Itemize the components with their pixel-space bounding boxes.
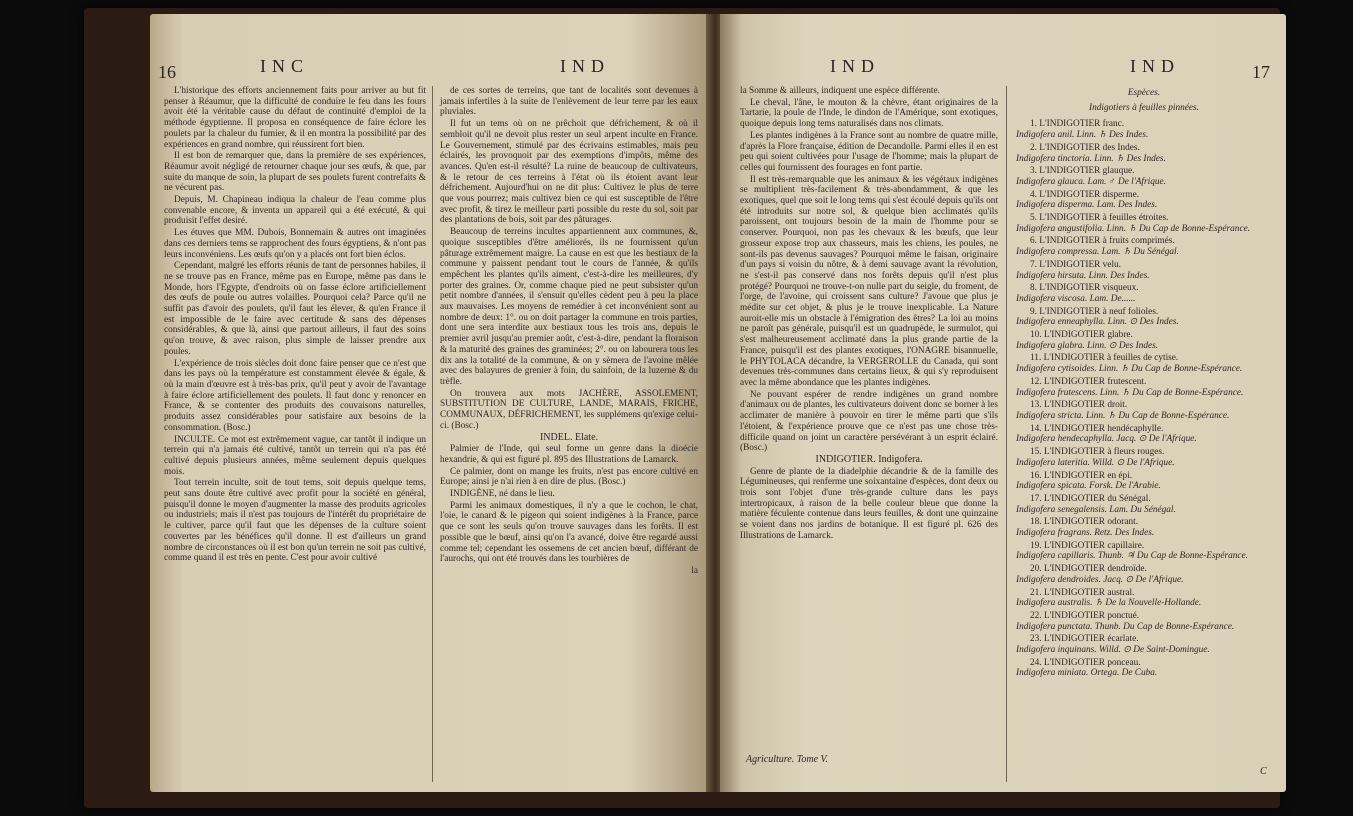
right-column-1 [740, 86, 998, 543]
species-entry: 4. L'INDIGOTIER disperme. [1030, 189, 1140, 200]
species-latin: Indigofera lateritia. Willd. ⊙ De l'Afrique. [1016, 457, 1175, 468]
species-entry: 6. L'INDIGOTIER à fruits comprimés. [1030, 236, 1175, 247]
species-entry: 21. L'INDIGOTIER austral. [1030, 587, 1135, 598]
species-latin: Indigofera angustifolia. Linn. ♄ Du Cap de Bonne-Espérance. [1016, 223, 1251, 234]
article-heading-indel: INDEL. Elate. [539, 431, 599, 443]
species-entry: 2. L'INDIGOTIER des Indes. [1030, 142, 1140, 153]
species-latin: Indigofera senegalensis. Lam. Du Sénégal. [1016, 504, 1176, 515]
species-latin: Indigofera glabra. Linn. ⊙ Des Indes. [1016, 340, 1159, 351]
paragraph: Les plantes indigènes à la France sont au nombre de quatre mille, d'après la Flore française, édition de Decandolle. Parmi elles il en est peu qui soient cultivées pour l'usage de l'homme; mais la plupart de celles qui fournissent des fourages en font partie. [740, 130, 998, 173]
paragraph: de ces sortes de terreins, que tant de localités sont devenues à jamais infertiles à la suite de l'enlèvement de leur terre par les eaux pluviales. [440, 86, 698, 118]
left-column-1 [164, 86, 426, 565]
paragraph: On trouvera aux mots JACHÈRE, ASSOLEMENT, SUBSTITUTION DE CULTURE, LANDE, MARAIS, FRICHE, COMMUNAUX, DÉFRICHEMENT, les supplémens qu'exige celui-ci. (Bosc.) [440, 388, 698, 431]
paragraph: Ce palmier, dont on mange les fruits, n'est pas encore cultivé en Europe; ainsi je n'ai rien à en dire de plus. (Bosc.) [440, 466, 698, 488]
species-entry: 17. L'INDIGOTIER du Sénégal. [1030, 493, 1151, 504]
left-column-2 [440, 86, 698, 578]
paragraph: Palmier de l'Inde, qui seul forme un genre dans la dioécie hexandrie, & qui est figuré pl. 895 des Illustrations de Lamarck. [440, 444, 698, 465]
column-rule [432, 86, 433, 782]
paragraph: Les étuves que MM. Dubois, Bonnemain & autres ont imaginées dans ces derniers tems se rapprochent des fours égyptiens, & n'ont pas leurs inconvéniens. Les œufs qu'on y a placés ont fort bien éclos. [164, 228, 426, 260]
species-latin: Indigofera hirsuta. Linn. Des Indes. [1016, 270, 1150, 281]
species-entry: 10. L'INDIGOTIER glabre. [1030, 330, 1133, 341]
species-entry: 23. L'INDIGOTIER écarlate. [1030, 634, 1139, 645]
running-head-right-a: IND [830, 56, 880, 76]
species-entry: 3. L'INDIGOTIER glauque. [1030, 166, 1135, 177]
species-heading: Espèces. [1127, 88, 1161, 98]
paragraph: Il fut un tems où on ne prêchoit que défrichement, & où il sembloit qu'il ne devoit plus rester un seul arpent inculte en France. Le Gouvernement, stimulé par des écrivains estimables, mais peu éclairés, les provoquoit par des exemptions d'impôts, même des avances. Qu'en est-il résulté? La ruine de beaucoup de cultivateurs, & le retour de ces terreins à l'état où ils étoient avant leur défrichement. Aujourd'hui on ne dit plus: Cultivez le plus de terre que vous pourrez; mais cultivez bien ce qui est susceptible de l'être avec profit, & tirez le meilleur parti possible du reste du sol, soit par des plantations de bois, soit par des pâturages. [440, 119, 698, 226]
species-entry: 13. L'INDIGOTIER droit. [1030, 400, 1128, 411]
catchword: la [691, 565, 698, 576]
paragraph: Genre de plante de la diadelphie décandrie & de la famille des Légumineuses, qui renferme une soixantaine d'espèces, dont deux ou trois sont l'objet d'une très-grande culture dans les pays intertropicaux, à raison de la belle couleur bleue que donne la matière féculente contenue dans leurs feuilles, & dont une quinzaine se voient dans nos jardins de botanique. Il est figuré pl. 626 des Illustrations de Lamarck. [740, 466, 998, 541]
species-latin: Indigofera anil. Linn. ♄ Des Indes. [1016, 130, 1149, 141]
paragraph: Cependant, malgré les efforts réunis de tant de personnes habiles, il ne se trouve pas en France, même pas en Europe, même pas dans le Monde, hors l'Egypte, d'endroits où on fasse éclore artificiellement des œufs de poule ou autres volailles. Pourquoi cela? Parce qu'il ne suffit pas d'avoir des poulets, qu'il faut les élever, & qu'en France il est impossible de le faire avec certitude & sans des dépenses considérables, & que là, ainsi que partout ailleurs, il faut des soins qu'on trouve, & avec raison, plus simple de laisser prendre aux poules. [164, 261, 426, 357]
paragraph: Il est très-remarquable que les animaux & les végétaux indigènes se multiplient très-facilement & très-abondamment, & que les exotiques, quel que soit le long tems qui s'est écoulé depuis qu'ils ont été introduits sur notre sol, & quelque bien acclimatés qu'ils paroissent, ont toujours besoin de la main de l'homme pour se conserver. Pourquoi, non pas les chevaux & les bœufs, que leur grosseur expose trop aux chasseurs, mais les chiens, les poules, ne sont-ils pas devenus sauvages? Pourquoi même le faisan, originaire d'un pays si voisin du nôtre, & à demi sauvage avant la révolution, ne s'est-il pas conservé dans nos forêts depuis qu'il n'est plus protégé? Pourquoi ne trouve-t-on nulle part du seigle, du froment, de l'orge, de l'avoine, qui croissent sans culture? J'avoue que plus je médite sur cet objet, & plus je le trouve inexplicable. La Nature auroit-elle mis un obstacle à l'émigration des êtres? La loi au moins ne paroît pas générale, puisqu'il est un quadrupède, le surmulot, qui s'est malheureusement acclimaté dans la plus grande partie de la France, puisqu'il est des plantes exotiques, l'ONAGRE bisannuelle, le PHYTOLACA décandre, la VERGEROLLE du Canada, qui sont devenues très-communes dans certains lieux, & qui s'y reproduisent avec la même abondance que les plantes indigènes. [740, 174, 998, 388]
species-entry: 22. L'INDIGOTIER ponctué. [1030, 610, 1140, 621]
running-head-right-b: IND [1130, 56, 1180, 76]
paragraph: Parmi les animaux domestiques, il n'y a que le cochon, le chat, l'oie, le canard & le pigeon qui soient indigènes à la France, parce que ce sont les seuls qu'on trouve sauvages dans les forêts. Il est possible que le bœuf, ainsi qu'on l'a avancé, doive être regardé aussi comme tel; cependant les ossemens de cet ancien bœuf, différant de l'aurochs, qui ont été trouvés dans les tourbières de [440, 500, 698, 565]
running-head-left-b: IND [560, 56, 610, 76]
species-entry: 5. L'INDIGOTIER à feuilles étroites. [1030, 213, 1169, 224]
species-entry: 15. L'INDIGOTIER à fleurs rouges. [1030, 447, 1165, 458]
paragraph: Il est bon de remarquer que, dans la première de ses expériences, Réaumur avoit négligé de retourner chaque jour ses œufs, & que, par suite du manque de soin, la plupart de ses poulets furent contrefaits & ne vécurent pas. [164, 151, 426, 194]
species-latin: Indigofera tinctoria. Linn. ♄ Des Indes. [1016, 153, 1166, 164]
signature-letter: C [1260, 766, 1267, 777]
species-entry: 20. L'INDIGOTIER dendroïde. [1030, 564, 1147, 575]
page-number-right: 17 [1252, 62, 1270, 82]
species-latin: Indigofera punctata. Thunb. Du Cap de Bonne-Espérance. [1016, 621, 1235, 632]
species-entry: 1. L'INDIGOTIER franc. [1030, 119, 1125, 130]
paragraph: Tout terrein inculte, soit de tout tems, soit depuis quelque tems, peut sans doute être cultivé avec profit pour la société en général, puisqu'il donne le moyen d'augmenter la masse des produits agricoles ou industriels; mais il n'est pas toujours de l'intérêt du propriétaire de le cultiver, parce qu'il faut que les dépenses de la culture soient couvertes par les bénéfices qu'il donne. Il est d'ailleurs un grand nombre de circonstances où il est bon qu'un terrein ne soit pas cultivé, comme quand il est très en pente. C'est pour avoir cultivé [164, 478, 426, 564]
paragraph: L'expérience de trois siècles doit donc faire penser que ce n'est que dans les pays où la température est constamment élevée & égale, & où la main d'œuvre est à très-bas prix, qu'il peut y avoir de l'avantage à faire éclore artificiellement des poulets. Il faut donc y renoncer en France, & se contenter des produits des couvaisons naturelles, produits assez considérables pour satisfaire aux besoins de la consommation. (Bosc.) [164, 358, 426, 433]
species-entry: 7. L'INDIGOTIER velu. [1030, 259, 1122, 270]
species-latin: Indigofera stricta. Linn. ♄ Du Cap de Bonne-Espérance. [1016, 410, 1230, 421]
species-latin: Indigofera capillaris. Thunb. ♃ Du Cap de Bonne-Espérance. [1016, 551, 1248, 562]
species-latin: Indigofera glauca. Lam. ♂ De l'Afrique. [1016, 176, 1166, 187]
species-entry: 14. L'INDIGOTIER hendécaphylle. [1030, 423, 1164, 434]
species-latin: Indigofera enneaphylla. Linn. ⊙ Des Indes. [1016, 317, 1179, 328]
species-latin: Indigofera frutescens. Linn. ♄ Du Cap de Bonne-Espérance. [1016, 387, 1244, 398]
left-page [150, 14, 710, 792]
species-latin: Indigofera spicata. Forsk. De l'Arabie. [1016, 481, 1161, 492]
species-latin: Indigofera fragrans. Retz. Des Indes. [1016, 528, 1155, 539]
species-latin: Indigofera compressa. Lam. ♄ Du Sénégal. [1016, 247, 1179, 258]
species-latin: Indigofera australis. ♄ De la Nouvelle-Hollande. [1016, 598, 1202, 609]
running-head-left-a: INC [260, 56, 309, 76]
column-rule [1006, 86, 1007, 782]
species-subheading: Indigotiers à feuilles pinnées. [1089, 102, 1199, 113]
species-latin: Indigofera hendecaphylla. Jacq. ⊙ De l'Afrique. [1016, 434, 1197, 445]
species-latin: Indigofera viscosa. Lam. De...... [1016, 293, 1136, 304]
paragraph: Beaucoup de terreins incultes appartiennent aux communes, &, quoique susceptibles d'être améliorés, ils ne fournissent qu'un pâturage extrêmement maigre. La cause en est que les bestiaux de la commune y paissent pendant tout le cours de l'année, & qu'ils empêchent les plantes qu'ils aiment, c'est-à-dire les meilleures, d'y porter des graines. Or, comme chaque pied ne peut subsister qu'un petit nombre d'années, il s'ensuit qu'elles cèdent peu à peu la place aux mauvaises. Les moyens de remédier à cet inconvénient sont au nombre de deux: 1°. ou on doit partager la commune en trois parties, dont une sera interdite aux bestiaux tous les trois ans, depuis le premier avril jusqu'au premier août, c'est-à-dire, pendant la floraison & la maturité des graines des graminées; 2°. ou on labourera tous les dix ans la totalité de la commune, & on y sèmera de l'avoine mêlée avec des balayures de grenier à foin, du sainfoin, de la luzerne & du trèfle. [440, 227, 698, 387]
right-page [720, 14, 1286, 792]
species-entry: 9. L'INDIGOTIER à neuf folioles. [1030, 306, 1159, 317]
paragraph: la Somme & ailleurs, indiquent une espèce différente. [740, 86, 940, 96]
species-entry: 19. L'INDIGOTIER capillaire. [1030, 540, 1145, 551]
paragraph: Le cheval, l'âne, le mouton & la chèvre, étant originaires de la Tartarie, la poule de l'Inde, le dindon de l'Amérique, sont exotiques, quoique depuis long tems naturalisés dans nos climats. [740, 97, 998, 130]
species-entry: 18. L'INDIGOTIER odorant. [1030, 517, 1139, 528]
paragraph: Depuis, M. Chapineau indiqua la chaleur de l'eau comme plus convenable encore, & inventa un appareil qui a été exécuté, & qui produisit l'effet desiré. [164, 195, 426, 227]
species-entry: 24. L'INDIGOTIER ponceau. [1030, 657, 1141, 668]
species-list [1016, 86, 1272, 679]
signature-line: Agriculture. Tome V. [746, 754, 828, 765]
page-number-left: 16 [158, 62, 176, 82]
species-latin: Indigofera dendroides. Jacq. ⊙ De l'Afrique. [1016, 574, 1184, 585]
article-heading-indigotier: INDIGOTIER. Indigofera. [815, 453, 923, 465]
species-latin: Indigofera disperma. Lam. Des Indes. [1016, 200, 1158, 211]
species-entry: 11. L'INDIGOTIER à feuilles de cytise. [1030, 353, 1179, 364]
paragraph: L'historique des efforts anciennement faits pour arriver au but fit penser à Réaumur, que la difficulté de conduire le feu dans les fours avoit été la véritable cause du défaut de continuité d'emploi de la méthode égyptienne. Il proposa en conséquence de faire éclore les poulets par la chaleur du fumier, & il en montra la possibilité par des expériences en grand nombre, qui réussirent fort bien. [164, 86, 426, 150]
species-entry: 12. L'INDIGOTIER frutescent. [1030, 376, 1147, 387]
paragraph: Ne pouvant espérer de rendre indigènes un grand nombre d'animaux ou de plantes, les cultivateurs doivent donc se borner à les acclimater de manière à pouvoir en tirer le même parti que s'ils l'étoient, & l'expérience prouve que ce n'est pas une chose très-difficile quand on joint un caractère persévérant à un esprit éclairé. (Bosc.) [740, 389, 998, 454]
species-entry: 8. L'INDIGOTIER visqueux. [1030, 283, 1139, 294]
species-latin: Indigofera miniata. Ortega. De Cuba. [1016, 668, 1158, 679]
species-entry: 16. L'INDIGOTIER en épi. [1030, 470, 1133, 481]
paragraph: INDIGÈNE, né dans le lieu. [450, 489, 555, 500]
species-latin: Indigofera cytisoides. Linn. ♄ Du Cap de Bonne-Espérance. [1016, 364, 1243, 375]
paragraph: INCULTE. Ce mot est extrêmement vague, car tantôt il indique un terrein qui n'a jamais été cultivé, tantôt un terrein qui n'a pas été cultivé depuis plusieurs années, même seulement depuis quelques mois. [164, 434, 426, 477]
species-latin: Indigofera inquinans. Willd. ⊙ De Saint-Domingue. [1016, 645, 1210, 656]
